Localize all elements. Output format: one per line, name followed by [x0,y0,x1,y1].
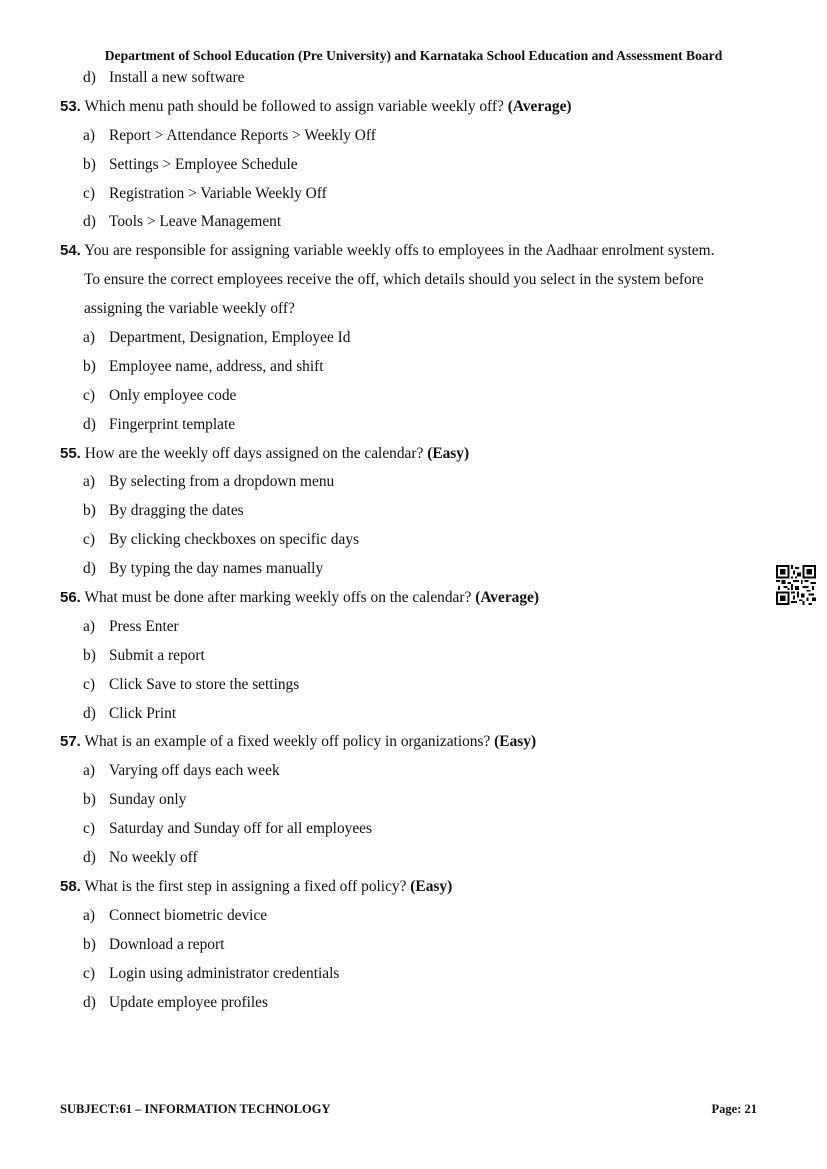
question-text-continuation: assigning the variable weekly off? [84,300,295,318]
option-text: Submit a report [109,646,205,664]
option-text: Employee name, address, and shift [109,357,324,375]
option-letter: c) [83,386,95,404]
qr-code-icon [775,565,817,605]
option-text: Department, Designation, Employee Id [109,329,351,347]
answer-option [60,497,780,526]
option-text: Only employee code [109,386,237,404]
option-letter: c) [83,964,95,982]
option-text: No weekly off [109,849,198,867]
option-text: Connect biometric device [109,906,268,924]
answer-option [60,989,780,1018]
option-text: Update employee profiles [109,993,268,1011]
option-text: Fingerprint template [109,415,236,433]
option-text: Install a new software [109,69,245,86]
question-list [60,64,780,1017]
answer-option [60,815,780,844]
option-letter: a) [83,617,95,635]
option-letter: d) [83,560,96,578]
difficulty-label: (Easy) [494,733,537,751]
question-text: You are responsible for assigning variable weekly offs to employees in the Aadhaar enrolment system. [84,242,715,260]
option-letter: b) [83,935,96,953]
option-letter: b) [83,502,96,520]
option-text: By selecting from a dropdown menu [109,473,335,491]
question-number: 57. [60,733,81,751]
answer-option [60,151,780,180]
question-2-stem [60,237,780,266]
option-text: Varying off days each week [109,762,280,780]
option-letter: a) [83,906,95,924]
footer-page-number: Page: 21 [711,1102,757,1116]
question-number: 58. [60,877,81,895]
option-text: Click Print [109,704,177,722]
question-number: 55. [60,444,81,462]
option-letter: b) [83,646,96,664]
question-number: 56. [60,589,81,607]
question-number: 54. [60,242,81,260]
option-letter: c) [83,820,95,838]
question-1-stem [60,93,780,122]
option-text: Press Enter [109,617,179,635]
difficulty-label: (Average) [507,97,572,115]
option-text: Download a report [109,935,225,953]
option-letter: d) [83,849,96,867]
answer-option [60,324,780,353]
option-text: Registration > Variable Weekly Off [109,184,327,202]
difficulty-label: (Average) [475,589,540,607]
answer-option [60,468,780,497]
option-letter: d) [83,993,96,1011]
option-letter: b) [83,791,96,809]
question-4-stem [60,584,780,613]
option-text: By typing the day names manually [109,560,324,578]
option-letter: a) [83,762,95,780]
option-letter: c) [83,531,95,549]
carry-over-option [60,64,780,93]
answer-option [60,902,780,931]
answer-option [60,642,780,671]
option-text: Click Save to store the settings [109,675,300,693]
option-letter: c) [83,675,95,693]
answer-option [60,613,780,642]
question-text: Which menu path should be followed to assign variable weekly off? [84,97,504,115]
answer-option [60,931,780,960]
option-letter: a) [83,473,95,491]
answer-option [60,960,780,989]
option-text: By clicking checkboxes on specific days [109,531,360,549]
question-number: 53. [60,97,81,115]
difficulty-label: (Easy) [427,444,470,462]
option-letter: d) [83,415,96,433]
question-6-stem [60,873,780,902]
option-letter: b) [83,155,96,173]
difficulty-label: (Easy) [410,877,453,895]
answer-option [60,844,780,873]
page-header: Department of School Education (Pre University) and Karnataka School Education and Assessment Board [104,48,723,63]
answer-option [60,411,780,440]
option-text: Settings > Employee Schedule [109,155,298,173]
answer-option [60,180,780,209]
option-text: Report > Attendance Reports > Weekly Off [109,126,376,144]
answer-option [60,526,780,555]
answer-option [60,555,780,584]
answer-option [60,671,780,700]
answer-option [60,208,780,237]
question-5-stem [60,728,780,757]
question-text: What is the first step in assigning a fixed off policy? [84,877,407,895]
answer-option [60,122,780,151]
question-text: How are the weekly off days assigned on the calendar? [84,444,424,462]
question-text: What must be done after marking weekly offs on the calendar? [84,589,472,607]
option-text: Saturday and Sunday off for all employees [109,820,373,838]
option-text: Tools > Leave Management [109,213,282,231]
answer-option [60,700,780,729]
question-text-continuation: To ensure the correct employees receive the off, which details should you select in the system before [84,271,704,289]
option-text: Login using administrator credentials [109,964,340,982]
answer-option [60,353,780,382]
option-letter: b) [83,357,96,375]
option-letter: d) [83,213,96,231]
option-letter: a) [83,126,95,144]
option-text: Sunday only [109,791,187,809]
answer-option [60,786,780,815]
option-letter: a) [83,329,95,347]
option-text: By dragging the dates [109,502,244,520]
footer-subject: SUBJECT:61 – INFORMATION TECHNOLOGY [60,1102,331,1116]
questions [60,93,780,1018]
option-letter: d) [83,704,96,722]
answer-option [60,757,780,786]
answer-option [60,382,780,411]
question-3-stem [60,440,780,469]
option-letter: c) [83,184,95,202]
option-letter: d) [83,69,96,86]
question-text: What is an example of a fixed weekly off policy in organizations? [84,733,491,751]
